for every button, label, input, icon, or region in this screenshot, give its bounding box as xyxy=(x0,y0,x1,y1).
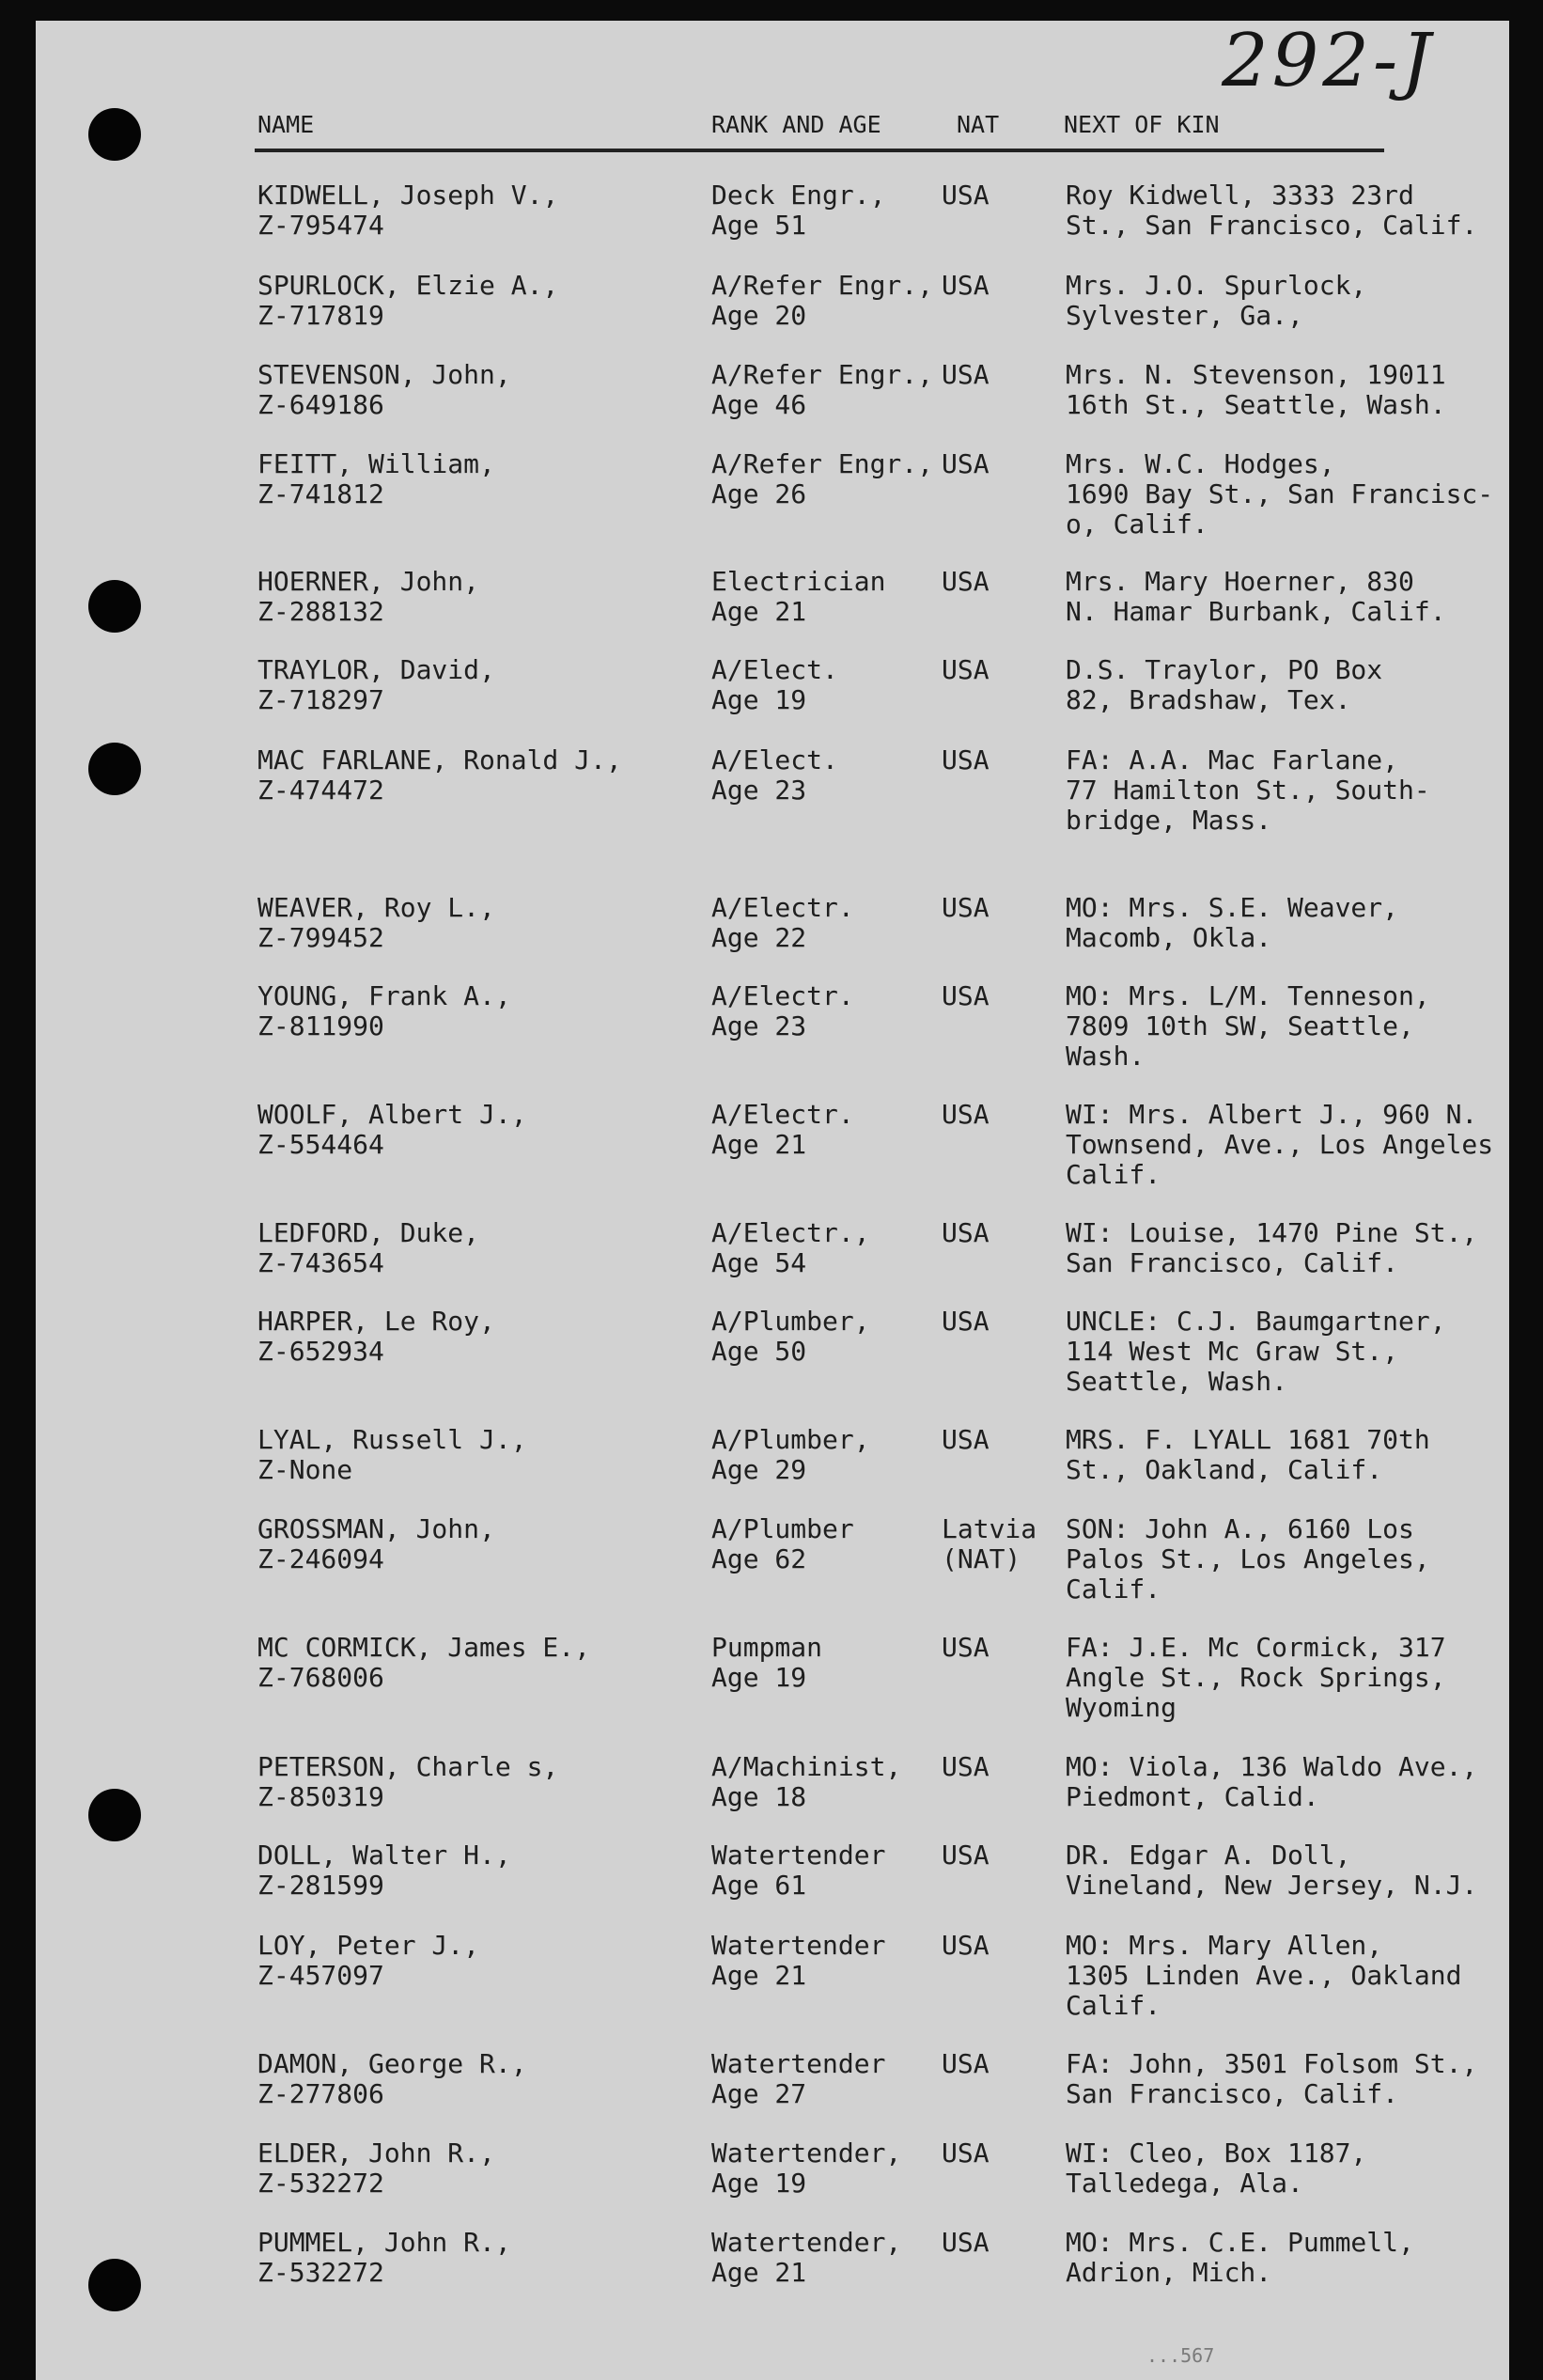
nationality: USA xyxy=(942,980,990,1011)
nationality: USA xyxy=(942,1306,990,1337)
z-number: Z-532272 xyxy=(257,2168,384,2199)
next-of-kin-line: WI: Mrs. Albert J., 960 N. xyxy=(1066,1099,1478,1130)
nationality: Latvia (NAT) xyxy=(942,1513,1037,1574)
next-of-kin-line: St., San Francisco, Calif. xyxy=(1066,210,1478,241)
crew-name: FEITT, William, xyxy=(257,448,495,479)
next-of-kin-line: Mrs. W.C. Hodges, xyxy=(1066,448,1335,479)
next-of-kin-line: Sylvester, Ga., xyxy=(1066,300,1303,331)
crew-name: HOERNER, John, xyxy=(257,566,480,597)
next-of-kin-line: 77 Hamilton St., South- xyxy=(1066,775,1430,806)
nationality: USA xyxy=(942,654,990,685)
z-number: Z-277806 xyxy=(257,2078,384,2109)
crew-name: SPURLOCK, Elzie A., xyxy=(257,270,559,301)
age: Age 21 xyxy=(711,1960,807,1991)
nationality: USA xyxy=(942,2137,990,2169)
nationality: USA xyxy=(942,1099,990,1130)
rank: Watertender xyxy=(711,2048,886,2079)
nationality: USA xyxy=(942,180,990,211)
next-of-kin-line: San Francisco, Calif. xyxy=(1066,2078,1399,2109)
rank: A/Electr. xyxy=(711,892,854,923)
next-of-kin-line: N. Hamar Burbank, Calif. xyxy=(1066,596,1446,627)
z-number: Z-799452 xyxy=(257,922,384,953)
age: Age 19 xyxy=(711,1662,807,1693)
header-next-of-kin: NEXT OF KIN xyxy=(1064,111,1220,138)
next-of-kin-line: WI: Cleo, Box 1187, xyxy=(1066,2137,1367,2169)
header-nat: NAT xyxy=(957,111,1000,138)
z-number: Z-246094 xyxy=(257,1543,384,1574)
crew-name: PETERSON, Charle s, xyxy=(257,1751,559,1782)
crew-name: LEDFORD, Duke, xyxy=(257,1217,480,1248)
z-number: Z-None xyxy=(257,1454,353,1485)
next-of-kin-line: MO: Viola, 136 Waldo Ave., xyxy=(1066,1751,1478,1782)
rank: A/Elect. xyxy=(711,744,838,775)
next-of-kin-line: FA: A.A. Mac Farlane, xyxy=(1066,744,1399,775)
binder-hole xyxy=(88,1789,141,1841)
z-number: Z-795474 xyxy=(257,210,384,241)
header-name: NAME xyxy=(257,111,315,138)
page-number: 292-J xyxy=(1222,19,1435,103)
next-of-kin-line: FA: John, 3501 Folsom St., xyxy=(1066,2048,1478,2079)
crew-name: LOY, Peter J., xyxy=(257,1930,480,1961)
z-number: Z-457097 xyxy=(257,1960,384,1991)
rank: A/Elect. xyxy=(711,654,838,685)
rank: A/Electr., xyxy=(711,1217,870,1248)
next-of-kin-line: Talledega, Ala. xyxy=(1066,2168,1303,2199)
z-number: Z-850319 xyxy=(257,1781,384,1812)
next-of-kin-line: Mrs. J.O. Spurlock, xyxy=(1066,270,1367,301)
nationality: USA xyxy=(942,566,990,597)
binder-hole xyxy=(88,2259,141,2311)
age: Age 19 xyxy=(711,2168,807,2199)
age: Age 22 xyxy=(711,922,807,953)
age: Age 51 xyxy=(711,210,807,241)
z-number: Z-717819 xyxy=(257,300,384,331)
nationality: USA xyxy=(942,2227,990,2258)
crew-name: DAMON, George R., xyxy=(257,2048,527,2079)
crew-name: TRAYLOR, David, xyxy=(257,654,495,685)
next-of-kin-line: FA: J.E. Mc Cormick, 317 xyxy=(1066,1632,1446,1663)
nationality: USA xyxy=(942,448,990,479)
next-of-kin-line: 82, Bradshaw, Tex. xyxy=(1066,684,1351,715)
rank: A/Refer Engr., xyxy=(711,270,934,301)
rank: A/Plumber xyxy=(711,1513,854,1544)
crew-name: ELDER, John R., xyxy=(257,2137,495,2169)
next-of-kin-line: Angle St., Rock Springs, xyxy=(1066,1662,1446,1693)
rank: A/Plumber, xyxy=(711,1306,870,1337)
next-of-kin-line: Calif. xyxy=(1066,1159,1161,1190)
next-of-kin-line: Calif. xyxy=(1066,1990,1161,2021)
rank: A/Electr. xyxy=(711,980,854,1011)
crew-name: MC CORMICK, James E., xyxy=(257,1632,591,1663)
nationality: USA xyxy=(942,744,990,775)
next-of-kin-line: Vineland, New Jersey, N.J. xyxy=(1066,1870,1478,1901)
age: Age 21 xyxy=(711,1129,807,1160)
next-of-kin-line: D.S. Traylor, PO Box xyxy=(1066,654,1383,685)
crew-name: MAC FARLANE, Ronald J., xyxy=(257,744,622,775)
next-of-kin-line: San Francisco, Calif. xyxy=(1066,1247,1399,1278)
next-of-kin-line: Mrs. Mary Hoerner, 830 xyxy=(1066,566,1414,597)
next-of-kin-line: o, Calif. xyxy=(1066,509,1208,540)
nationality: USA xyxy=(942,359,990,390)
age: Age 18 xyxy=(711,1781,807,1812)
crew-name: PUMMEL, John R., xyxy=(257,2227,511,2258)
nationality: USA xyxy=(942,2048,990,2079)
next-of-kin-line: MO: Mrs. Mary Allen, xyxy=(1066,1930,1383,1961)
nationality: USA xyxy=(942,1424,990,1455)
rank: Deck Engr., xyxy=(711,180,886,211)
next-of-kin-line: Wyoming xyxy=(1066,1692,1177,1723)
next-of-kin-line: Townsend, Ave., Los Angeles xyxy=(1066,1129,1494,1160)
crew-name: KIDWELL, Joseph V., xyxy=(257,180,559,211)
nationality: USA xyxy=(942,1217,990,1248)
rank: A/Refer Engr., xyxy=(711,359,934,390)
binder-hole xyxy=(88,743,141,795)
age: Age 23 xyxy=(711,775,807,806)
next-of-kin-line: MO: Mrs. S.E. Weaver, xyxy=(1066,892,1399,923)
next-of-kin-line: St., Oakland, Calif. xyxy=(1066,1454,1383,1485)
nationality: USA xyxy=(942,1840,990,1871)
next-of-kin-line: 1690 Bay St., San Francisc- xyxy=(1066,478,1494,509)
next-of-kin-line: 16th St., Seattle, Wash. xyxy=(1066,389,1446,420)
age: Age 62 xyxy=(711,1543,807,1574)
age: Age 21 xyxy=(711,2257,807,2288)
z-number: Z-741812 xyxy=(257,478,384,509)
crew-name: DOLL, Walter H., xyxy=(257,1840,511,1871)
next-of-kin-line: Mrs. N. Stevenson, 19011 xyxy=(1066,359,1446,390)
next-of-kin-line: UNCLE: C.J. Baumgartner, xyxy=(1066,1306,1446,1337)
next-of-kin-line: MRS. F. LYALL 1681 70th xyxy=(1066,1424,1430,1455)
age: Age 26 xyxy=(711,478,807,509)
next-of-kin-line: Seattle, Wash. xyxy=(1066,1366,1288,1397)
z-number: Z-652934 xyxy=(257,1336,384,1367)
age: Age 27 xyxy=(711,2078,807,2109)
rank: A/Electr. xyxy=(711,1099,854,1130)
z-number: Z-768006 xyxy=(257,1662,384,1693)
next-of-kin-line: Roy Kidwell, 3333 23rd xyxy=(1066,180,1414,211)
rank: Watertender xyxy=(711,1930,886,1961)
rank: Watertender xyxy=(711,1840,886,1871)
header-rule xyxy=(255,149,1384,152)
next-of-kin-line: WI: Louise, 1470 Pine St., xyxy=(1066,1217,1478,1248)
crew-name: WEAVER, Roy L., xyxy=(257,892,495,923)
rank: Watertender, xyxy=(711,2137,902,2169)
crew-name: HARPER, Le Roy, xyxy=(257,1306,495,1337)
next-of-kin-line: SON: John A., 6160 Los xyxy=(1066,1513,1414,1544)
age: Age 61 xyxy=(711,1870,807,1901)
next-of-kin-line: Wash. xyxy=(1066,1041,1146,1072)
age: Age 29 xyxy=(711,1454,807,1485)
next-of-kin-line: MO: Mrs. C.E. Pummell, xyxy=(1066,2227,1414,2258)
page-footnote: ...567 xyxy=(1146,2344,1215,2367)
rank: A/Plumber, xyxy=(711,1424,870,1455)
binder-hole xyxy=(88,108,141,161)
z-number: Z-649186 xyxy=(257,389,384,420)
next-of-kin-line: DR. Edgar A. Doll, xyxy=(1066,1840,1351,1871)
next-of-kin-line: 114 West Mc Graw St., xyxy=(1066,1336,1399,1367)
z-number: Z-811990 xyxy=(257,1010,384,1041)
next-of-kin-line: Piedmont, Calid. xyxy=(1066,1781,1319,1812)
age: Age 23 xyxy=(711,1010,807,1041)
z-number: Z-718297 xyxy=(257,684,384,715)
header-rank-age: RANK AND AGE xyxy=(711,111,881,138)
age: Age 50 xyxy=(711,1336,807,1367)
crew-name: YOUNG, Frank A., xyxy=(257,980,511,1011)
age: Age 19 xyxy=(711,684,807,715)
next-of-kin-line: Adrion, Mich. xyxy=(1066,2257,1272,2288)
nationality: USA xyxy=(942,1751,990,1782)
age: Age 54 xyxy=(711,1247,807,1278)
z-number: Z-743654 xyxy=(257,1247,384,1278)
next-of-kin-line: MO: Mrs. L/M. Tenneson, xyxy=(1066,980,1430,1011)
crew-name: LYAL, Russell J., xyxy=(257,1424,527,1455)
next-of-kin-line: 1305 Linden Ave., Oakland xyxy=(1066,1960,1462,1991)
rank: Watertender, xyxy=(711,2227,902,2258)
crew-name: STEVENSON, John, xyxy=(257,359,511,390)
z-number: Z-474472 xyxy=(257,775,384,806)
next-of-kin-line: Palos St., Los Angeles, xyxy=(1066,1543,1430,1574)
nationality: USA xyxy=(942,1632,990,1663)
rank: Pumpman xyxy=(711,1632,823,1663)
next-of-kin-line: Macomb, Okla. xyxy=(1066,922,1272,953)
z-number: Z-281599 xyxy=(257,1870,384,1901)
age: Age 20 xyxy=(711,300,807,331)
nationality: USA xyxy=(942,1930,990,1961)
age: Age 46 xyxy=(711,389,807,420)
crew-name: GROSSMAN, John, xyxy=(257,1513,495,1544)
crew-name: WOOLF, Albert J., xyxy=(257,1099,527,1130)
rank: A/Machinist, xyxy=(711,1751,902,1782)
nationality: USA xyxy=(942,892,990,923)
age: Age 21 xyxy=(711,596,807,627)
nationality: USA xyxy=(942,270,990,301)
z-number: Z-288132 xyxy=(257,596,384,627)
rank: Electrician xyxy=(711,566,886,597)
next-of-kin-line: Calif. xyxy=(1066,1574,1161,1605)
z-number: Z-554464 xyxy=(257,1129,384,1160)
next-of-kin-line: 7809 10th SW, Seattle, xyxy=(1066,1010,1414,1041)
z-number: Z-532272 xyxy=(257,2257,384,2288)
rank: A/Refer Engr., xyxy=(711,448,934,479)
binder-hole xyxy=(88,580,141,633)
next-of-kin-line: bridge, Mass. xyxy=(1066,805,1272,836)
